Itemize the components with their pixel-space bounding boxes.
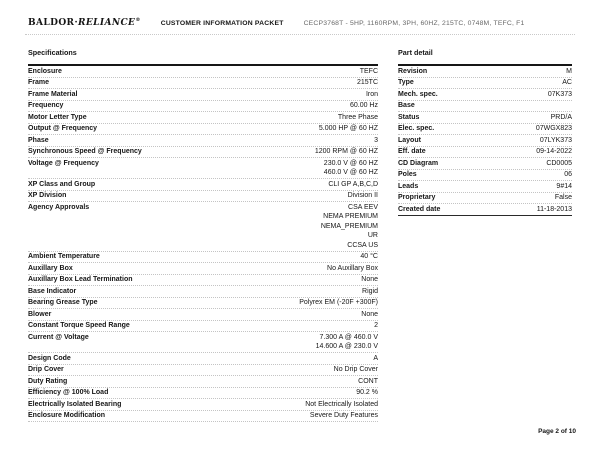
row-value: 40 °C [360,253,378,260]
row-value: 11-18-2013 [536,205,572,213]
table-row [28,78,378,90]
row-label: Frequency [28,102,64,109]
registered-mark-icon: ® [135,17,141,23]
specifications-title: Specifications [28,48,77,57]
table-row [28,286,378,298]
table-row [28,353,378,365]
table-row [28,376,378,388]
row-label: Leads [398,182,419,190]
row-value: 07K373 [547,90,572,98]
row-value: None [361,310,378,318]
row-label: Frame [28,79,50,86]
row-value: 60.00 Hz [349,102,378,109]
table-row [28,321,378,333]
table-row [398,78,572,90]
table-row [28,388,378,400]
row-label: Proprietary [398,194,436,201]
table-row [398,135,572,147]
row-label: Bearing Grease Type [28,299,98,306]
row-label: Layout [398,136,421,144]
row-label: Type [398,79,414,86]
part-detail-title: Part detail [398,48,433,57]
row-value: 9#14 [556,182,572,190]
row-value: 2 [374,322,378,329]
row-value: PRD/A [550,113,572,121]
row-value: TEFC [359,67,378,75]
row-label: Eff. date [398,148,426,155]
row-label: Synchronous Speed @ Frequency [28,148,142,155]
table-row [398,66,572,78]
row-value: Not Electrically Isolated [305,400,378,408]
table-row [28,112,378,124]
row-label: Duty Rating [28,377,68,385]
table-row [28,399,378,411]
table-row [398,89,572,101]
row-value: Rigid [362,287,378,295]
row-value: 1200 RPM @ 60 HZ [314,148,378,155]
row-label: Design Code [28,354,71,362]
row-value: 07WGX823 [535,125,572,132]
row-label: XP Division [28,192,67,199]
row-value: None [361,276,378,283]
row-value: 3 [374,136,378,144]
row-value: 09-14-2022 [536,148,572,155]
row-label: Electrically Isolated Bearing [28,400,122,408]
row-label: Auxillary Box Lead Termination [28,276,133,283]
table-row [28,89,378,101]
table-row [28,202,378,252]
table-row [28,275,378,287]
table-row [28,191,378,203]
part-detail-section [398,48,572,422]
row-value: No Drip Cover [333,366,378,373]
row-label: Created date [398,205,441,213]
page-number: Page 2 of 10 [538,428,576,435]
row-label: Frame Material [28,90,78,98]
row-label: Current @ Voltage [28,333,89,341]
table-row [398,101,572,113]
specifications-table [28,64,378,422]
baldor-reliance-logo [28,15,141,28]
row-value: False [554,194,572,201]
row-label: Enclosure Modification [28,412,106,419]
row-label: Agency Approvals [28,203,90,211]
table-row [398,147,572,159]
table-row [28,135,378,147]
logo-separator-dot: · [74,18,78,28]
row-value: CD0005 [546,159,572,167]
row-value: A [373,354,378,362]
row-label: Auxillary Box [28,264,73,272]
table-row [28,252,378,264]
row-label: Output @ Frequency [28,125,98,132]
table-row [28,66,378,78]
row-label: Efficiency @ 100% Load [28,389,109,396]
row-label: Mech. spec. [398,90,438,98]
row-label: Ambient Temperature [28,253,100,260]
row-value: Polyrex EM (-20F +300F) [299,299,378,306]
content-columns [0,35,600,422]
table-row [398,204,572,216]
row-label: Phase [28,136,49,144]
document-title: CUSTOMER INFORMATION PACKET [160,20,284,27]
row-value: 06 [564,171,572,178]
row-label: Revision [398,67,428,75]
row-value: 7.300 A @ 460.0 V 14.600 A @ 230.0 V [315,333,378,350]
logo-reliance-text: RELIANCE [78,18,136,28]
table-row [28,411,378,423]
row-value: Division II [347,192,378,199]
table-row [28,101,378,113]
row-value: 90.2 % [356,389,378,396]
row-label: Base Indicator [28,287,77,295]
table-row [28,158,378,179]
table-row [28,147,378,159]
table-row [398,158,572,170]
row-value: 07LYK373 [539,136,572,144]
page-header [0,0,600,29]
row-value: M [566,67,572,75]
catalog-number-subtitle: CECP3768T - 5HP, 1160RPM, 3PH, 60HZ, 215TC, 0748M, TEFC, F1 [303,20,525,27]
row-value: No Auxillary Box [327,264,378,272]
table-row [28,298,378,310]
row-label: XP Class and Group [28,180,96,188]
table-row [28,309,378,321]
row-label: Motor Letter Type [28,113,87,121]
table-row [28,365,378,377]
row-label: Poles [398,171,417,178]
table-row [28,124,378,136]
specifications-section [28,48,378,422]
row-label: Voltage @ Frequency [28,159,99,167]
row-label: Elec. spec. [398,125,435,132]
row-value: Three Phase [337,113,378,121]
row-label: Constant Torque Speed Range [28,322,130,329]
table-row [398,112,572,124]
row-value: AC [562,79,572,86]
row-value: CSA EEV NEMA PREMIUM NEMA_PREMIUM UR CCSA US [320,203,378,249]
table-row [398,193,572,205]
table-row [28,179,378,191]
row-value: Severe Duty Features [309,412,378,419]
row-value: CLI GP A,B,C,D [328,180,378,188]
row-value: 5.000 HP @ 60 HZ [318,125,378,132]
table-row [398,170,572,182]
row-value: 215TC [356,79,378,86]
table-row [28,263,378,275]
row-label: Blower [28,310,52,318]
table-row [398,124,572,136]
row-value: Iron [365,90,378,98]
table-row [398,181,572,193]
row-value: CONT [358,377,378,385]
row-value: 230.0 V @ 60 HZ 460.0 V @ 60 HZ [323,159,378,176]
table-row [28,332,378,353]
row-label: Base [398,102,415,109]
row-label: Drip Cover [28,366,64,373]
row-label: Enclosure [28,67,62,75]
logo-baldor-text: BALDOR [28,18,75,28]
row-label: CD Diagram [398,159,439,167]
part-detail-table [398,64,572,216]
row-label: Status [398,113,420,121]
